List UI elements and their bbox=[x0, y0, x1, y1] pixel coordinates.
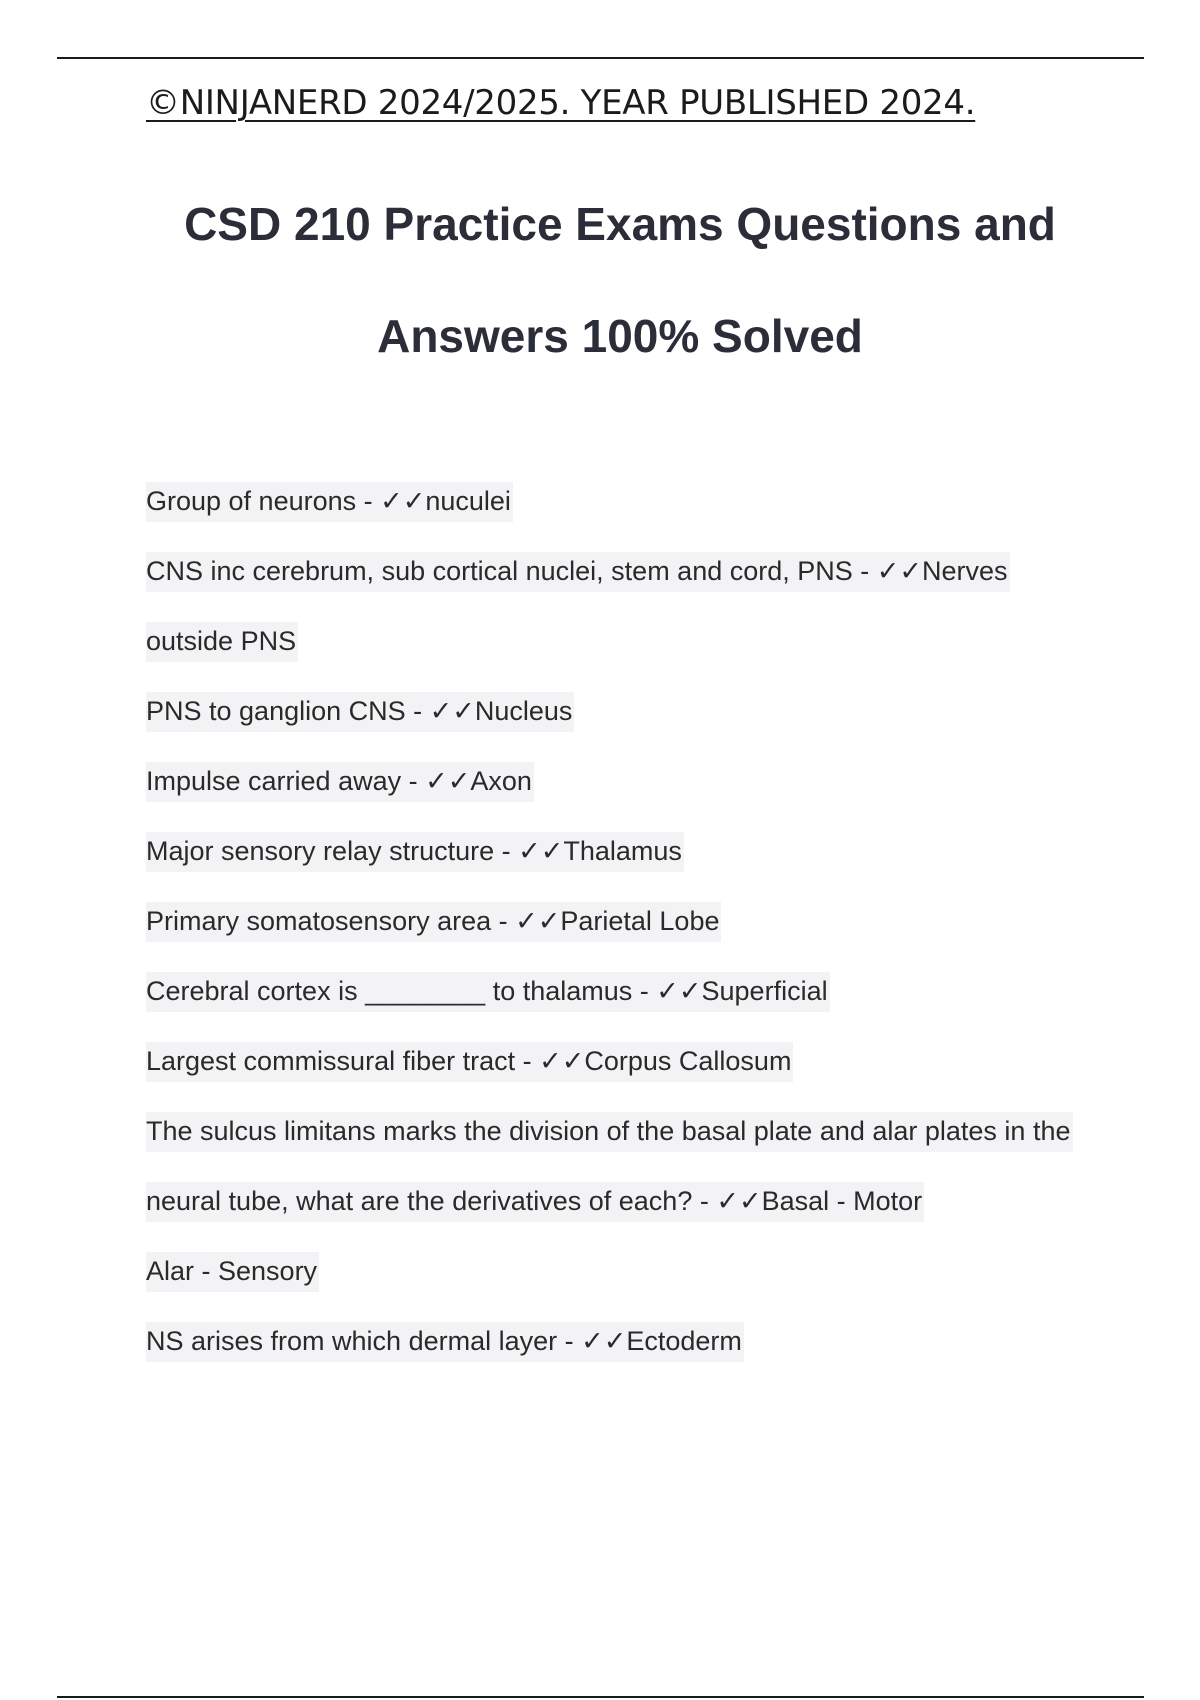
qa-item-text: Cerebral cortex is ________ to thalamus - ✓✓Superficial bbox=[146, 972, 830, 1012]
qa-item bbox=[146, 746, 1086, 816]
qa-item-text: Alar - Sensory bbox=[146, 1252, 319, 1292]
qa-item-text: Major sensory relay structure - ✓✓Thalamus bbox=[146, 832, 684, 872]
bottom-rule bbox=[57, 1696, 1144, 1698]
qa-item bbox=[146, 676, 1086, 746]
copyright-header: ©NINJANERD 2024/2025. YEAR PUBLISHED 2024. bbox=[146, 83, 976, 123]
qa-item bbox=[146, 956, 1086, 1026]
document-title bbox=[130, 168, 1110, 392]
qa-item-text: Group of neurons - ✓✓nuculei bbox=[146, 482, 513, 522]
qa-item bbox=[146, 466, 1086, 536]
qa-item bbox=[146, 1096, 1086, 1236]
qa-item bbox=[146, 816, 1086, 886]
qa-item-text: PNS to ganglion CNS - ✓✓Nucleus bbox=[146, 692, 574, 732]
qa-item-text: Impulse carried away - ✓✓Axon bbox=[146, 762, 534, 802]
qa-item bbox=[146, 536, 1086, 676]
qa-item bbox=[146, 886, 1086, 956]
qa-list bbox=[146, 466, 1086, 1376]
title-line-2: Answers 100% Solved bbox=[377, 310, 863, 362]
qa-item-text: NS arises from which dermal layer - ✓✓Ectoderm bbox=[146, 1322, 744, 1362]
qa-item-text: Largest commissural fiber tract - ✓✓Corpus Callosum bbox=[146, 1042, 793, 1082]
qa-item-text: The sulcus limitans marks the division of the basal plate and alar plates in the neural tube, what are the derivatives of each? - ✓✓Basal - Motor bbox=[146, 1112, 1073, 1222]
title-line-1: CSD 210 Practice Exams Questions and bbox=[184, 198, 1056, 250]
qa-item bbox=[146, 1026, 1086, 1096]
qa-item bbox=[146, 1236, 1086, 1306]
qa-item bbox=[146, 1306, 1086, 1376]
top-rule bbox=[57, 57, 1144, 59]
qa-item-text: CNS inc cerebrum, sub cortical nuclei, stem and cord, PNS - ✓✓Nerves outside PNS bbox=[146, 552, 1010, 662]
qa-item-text: Primary somatosensory area - ✓✓Parietal Lobe bbox=[146, 902, 721, 942]
